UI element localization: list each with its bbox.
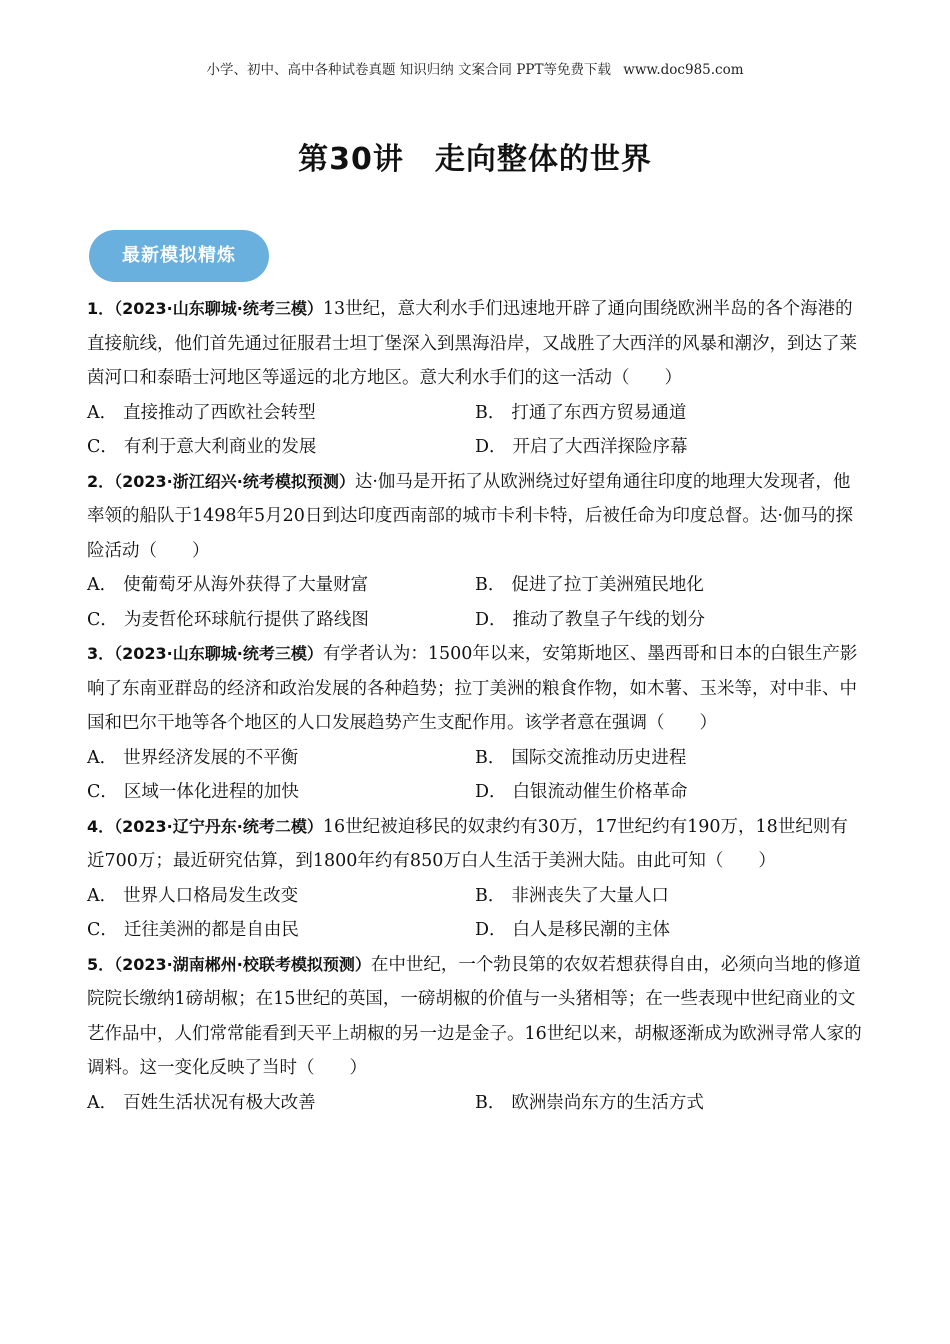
answer-option[interactable] (475, 568, 863, 603)
question-source: （2023·山东聊城·统考三模） (114, 299, 323, 318)
answer-option[interactable] (87, 1086, 475, 1121)
option-label: A． (87, 575, 118, 595)
option-text: 使葡萄牙从海外获得了大量财富 (123, 575, 369, 595)
question-text: 有学者认为：1500年以来，安第斯地区、墨西哥和日本的白银生产影响了东南亚群岛的经济和政治发展的各种趋势；拉丁美洲的粮食作物，如木薯、玉米等，对中非、中国和巴尔干地等各个地区的人口发展趋势产生支配作用。该学者意在强调（ ） (87, 644, 858, 733)
answer-option[interactable] (87, 879, 475, 914)
answer-option[interactable] (475, 879, 863, 914)
answer-option[interactable] (475, 1086, 863, 1121)
question-3 (87, 637, 863, 810)
option-label: C． (87, 920, 118, 940)
option-label: D． (475, 437, 507, 457)
option-list (87, 879, 863, 948)
question-1 (87, 292, 863, 465)
question-stem (87, 810, 863, 879)
header-url[interactable]: www.doc985.com (623, 62, 744, 78)
answer-option[interactable] (475, 775, 863, 810)
question-stem (87, 465, 863, 569)
page-title: 第30讲 走向整体的世界 (298, 142, 652, 177)
option-list (87, 741, 863, 810)
option-label: A． (87, 1092, 118, 1113)
option-text: 开启了大西洋探险序幕 (512, 437, 688, 457)
answer-option[interactable] (475, 603, 863, 638)
option-label: D． (475, 609, 507, 630)
answer-option[interactable] (87, 741, 475, 776)
question-source: （2023·湖南郴州·校联考模拟预测） (114, 954, 371, 974)
question-text: 达·伽马是开拓了从欧洲绕过好望角通往印度的地理大发现者，他率领的船队于1498年5月20日到达印度西南部的城市卡利卡特，后被任命为印度总督。达·伽马的探险活动（ ） (87, 471, 853, 561)
option-label: A． (87, 747, 118, 768)
question-number: 1． (87, 299, 115, 318)
answer-option[interactable] (87, 913, 475, 948)
question-source: （2023·山东聊城·统考三模） (114, 644, 323, 663)
option-text: 世界人口格局发生改变 (123, 885, 299, 906)
option-label: D． (475, 920, 507, 940)
answer-option[interactable] (87, 775, 475, 810)
page-header (0, 58, 950, 78)
option-label: B． (475, 402, 506, 423)
answer-option[interactable] (475, 396, 863, 431)
question-source: （2023·辽宁丹东·统考二模） (114, 816, 323, 836)
answer-option[interactable] (475, 741, 863, 776)
option-label: C． (87, 437, 118, 457)
answer-option[interactable] (87, 603, 475, 638)
option-label: B． (475, 1092, 506, 1113)
option-text: 白人是移民潮的主体 (512, 920, 671, 940)
question-list (87, 292, 863, 1120)
question-number: 3． (87, 644, 115, 663)
option-text: 迁往美洲的都是自由民 (123, 920, 299, 940)
option-text: 世界经济发展的不平衡 (123, 747, 299, 768)
question-number: 2． (87, 471, 115, 491)
question-text: 在中世纪，一个勃艮第的农奴若想获得自由，必须向当地的修道院院长缴纳1磅胡椒；在15世纪的英国，一磅胡椒的价值与一头猪相等；在一些表现中世纪商业的文艺作品中，人们常常能看到天平上胡椒的另一边是金子。16世纪以来，胡椒逐渐成为欧洲寻常人家的调料。这一变化反映了当时（ ） (87, 954, 862, 1078)
question-text: 13世纪，意大利水手们迅速地开辟了通向围绕欧洲半岛的各个海港的直接航线，他们首先通过征服君士坦丁堡深入到黑海沿岸，又战胜了大西洋的风暴和潮汐，到达了莱茵河口和泰晤士河地区等遥远的北方地区。意大利水手们的这一活动（ ） (87, 299, 857, 388)
option-text: 打通了东西方贸易通道 (511, 402, 687, 423)
option-text: 直接推动了西欧社会转型 (123, 402, 316, 423)
question-number: 4． (87, 816, 115, 836)
question-stem (87, 948, 863, 1086)
option-label: D． (475, 782, 507, 802)
question-stem (87, 637, 863, 741)
section-badge: 最新模拟精炼 (89, 230, 269, 282)
question-source: （2023·浙江绍兴·统考模拟预测） (114, 471, 355, 491)
option-text: 推动了教皇子午线的划分 (512, 609, 706, 630)
option-text: 区域一体化进程的加快 (123, 782, 299, 802)
option-list (87, 1086, 863, 1121)
option-label: C． (87, 609, 118, 630)
option-label: B． (475, 885, 506, 906)
option-list (87, 396, 863, 465)
option-text: 百姓生活状况有极大改善 (123, 1092, 316, 1113)
option-list (87, 568, 863, 637)
answer-option[interactable] (87, 430, 475, 465)
option-text: 促进了拉丁美洲殖民地化 (511, 575, 704, 595)
option-text: 有利于意大利商业的发展 (123, 437, 317, 457)
option-label: B． (475, 747, 506, 768)
question-text: 16世纪被迫移民的奴隶约有30万，17世纪约有190万，18世纪则有近700万；最近研究估算，到1800年约有850万白人生活于美洲大陆。由此可知（ ） (87, 816, 848, 871)
answer-option[interactable] (87, 396, 475, 431)
header-text: 小学、初中、高中各种试卷真题 知识归纳 文案合同 PPT等免费下载 (206, 62, 611, 78)
answer-option[interactable] (475, 430, 863, 465)
option-text: 欧洲崇尚东方的生活方式 (511, 1092, 704, 1113)
option-text: 非洲丧失了大量人口 (511, 885, 669, 906)
option-label: B． (475, 575, 506, 595)
question-stem (87, 292, 863, 396)
question-2 (87, 465, 863, 638)
question-4 (87, 810, 863, 948)
option-text: 白银流动催生价格革命 (512, 782, 688, 802)
option-label: A． (87, 402, 118, 423)
option-label: C． (87, 782, 118, 802)
question-number: 5． (87, 954, 115, 974)
answer-option[interactable] (87, 568, 475, 603)
option-text: 国际交流推动历史进程 (511, 747, 687, 768)
option-text: 为麦哲伦环球航行提供了路线图 (123, 609, 369, 630)
question-5 (87, 948, 863, 1121)
answer-option[interactable] (475, 913, 863, 948)
option-label: A． (87, 885, 118, 906)
